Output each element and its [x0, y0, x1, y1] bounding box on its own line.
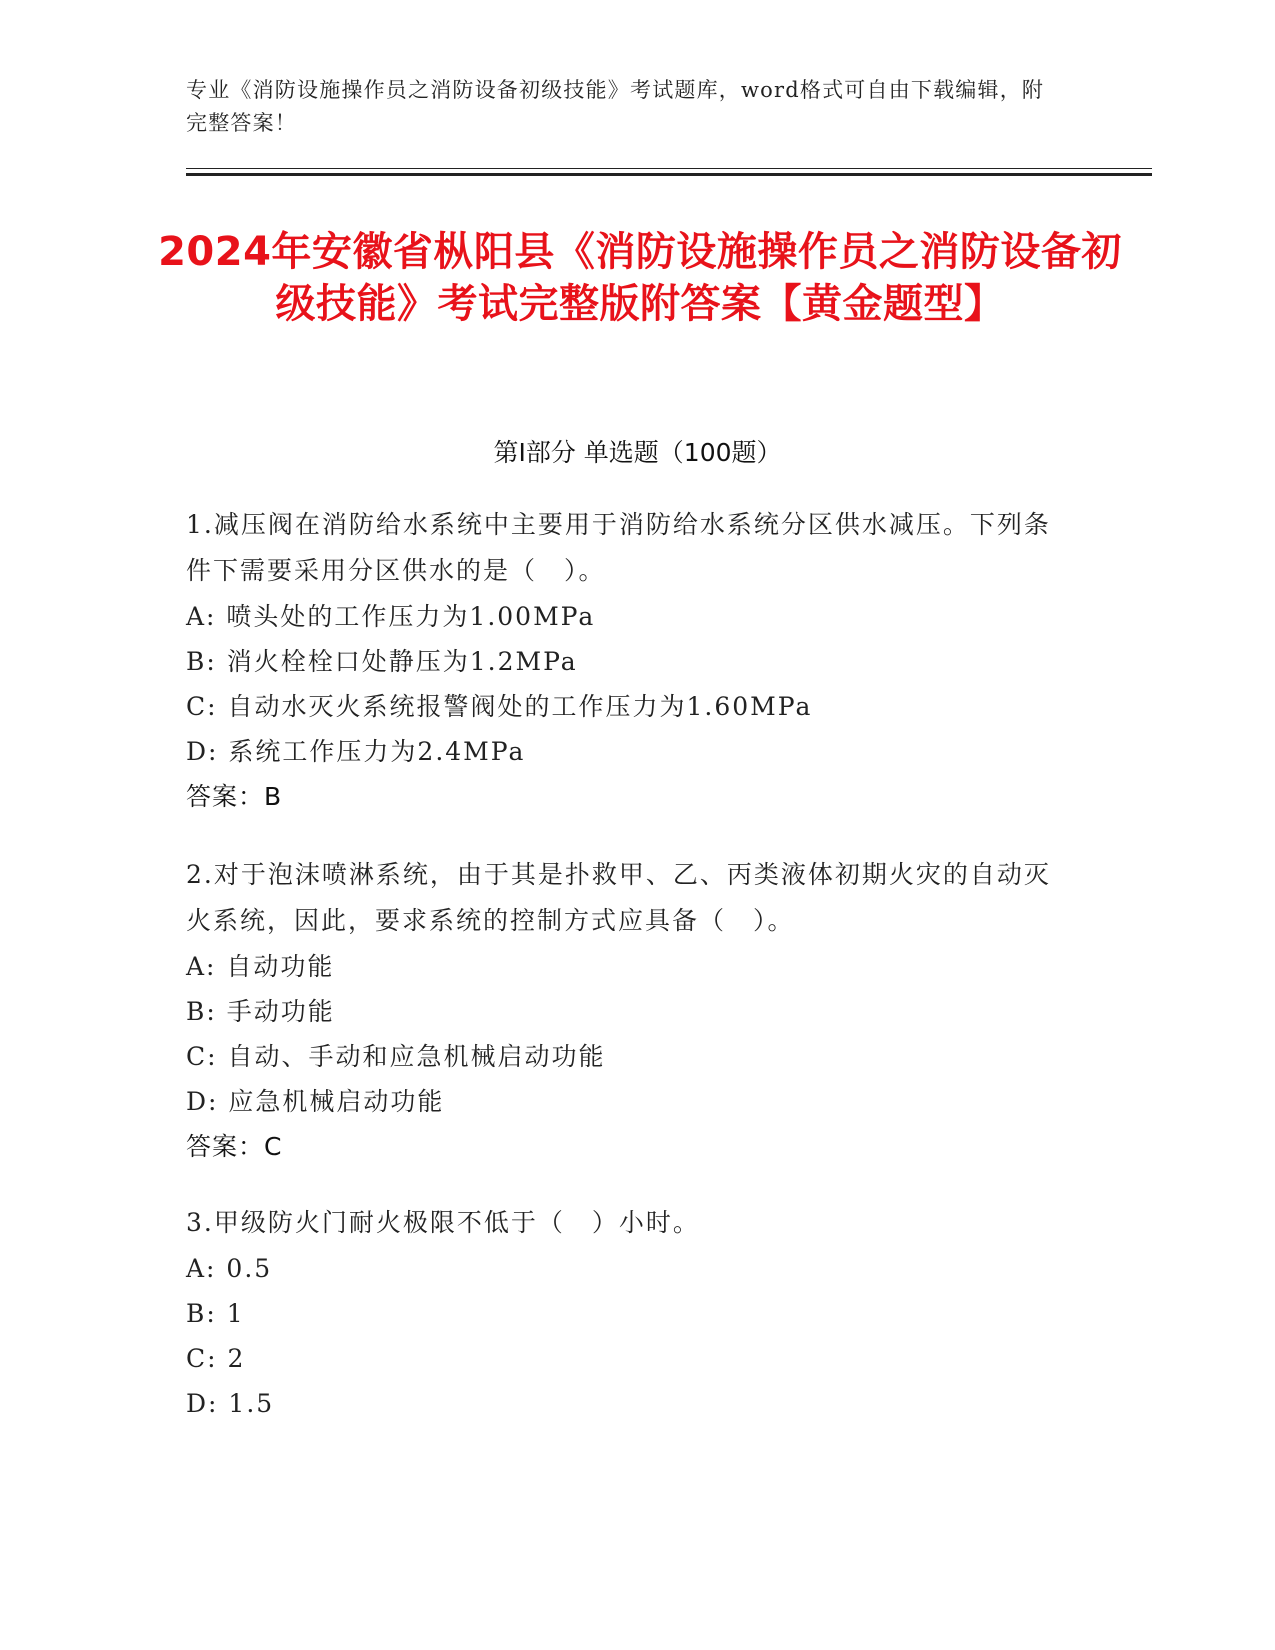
question-stem: 3.甲级防火门耐火极限不低于（ ）小时。 — [186, 1208, 700, 1237]
question-stem: 2.对于泡沫喷淋系统，由于其是扑救甲、乙、丙类液体初期火灾的自动灭火系统，因此，要求系统的控制方式应具备（ ）。 — [186, 860, 1051, 935]
option-d: D: 应急机械启动功能 — [186, 1087, 445, 1116]
option-c: C: 自动、手动和应急机械启动功能 — [186, 1042, 606, 1071]
option-b: B: 消火栓栓口处静压为1.2MPa — [186, 647, 578, 676]
document-title: 2024年安徽省枞阳县《消防设施操作员之消防设备初级技能》考试完整版附答案【黄金题型】 — [158, 229, 1122, 327]
question-stem: 1.减压阀在消防给水系统中主要用于消防给水系统分区供水减压。下列条件下需要采用分区供水的是（ ）。 — [186, 510, 1051, 585]
option-c: C: 自动水灭火系统报警阀处的工作压力为1.60MPa — [186, 692, 813, 721]
answer: 答案：B — [186, 782, 283, 811]
answer: 答案：C — [186, 1132, 283, 1161]
option-b: B: 1 — [186, 1299, 245, 1328]
header-rule-thick — [186, 173, 1152, 176]
section-title: 第Ⅰ部分 单选题（100题） — [493, 438, 782, 467]
option-a: A: 自动功能 — [186, 952, 335, 981]
option-d: D: 1.5 — [186, 1389, 275, 1418]
question-3 — [186, 1200, 1066, 1426]
question-2 — [186, 852, 1066, 1169]
option-a: A: 喷头处的工作压力为1.00MPa — [186, 602, 596, 631]
header-note: 专业《消防设施操作员之消防设备初级技能》考试题库，word格式可自由下载编辑，附完整答案！ — [186, 78, 1045, 135]
header-rule-thin — [186, 168, 1152, 169]
option-b: B: 手动功能 — [186, 997, 335, 1026]
option-d: D: 系统工作压力为2.4MPa — [186, 737, 526, 766]
option-c: C: 2 — [186, 1344, 246, 1373]
question-1 — [186, 502, 1066, 819]
option-a: A: 0.5 — [186, 1254, 273, 1283]
